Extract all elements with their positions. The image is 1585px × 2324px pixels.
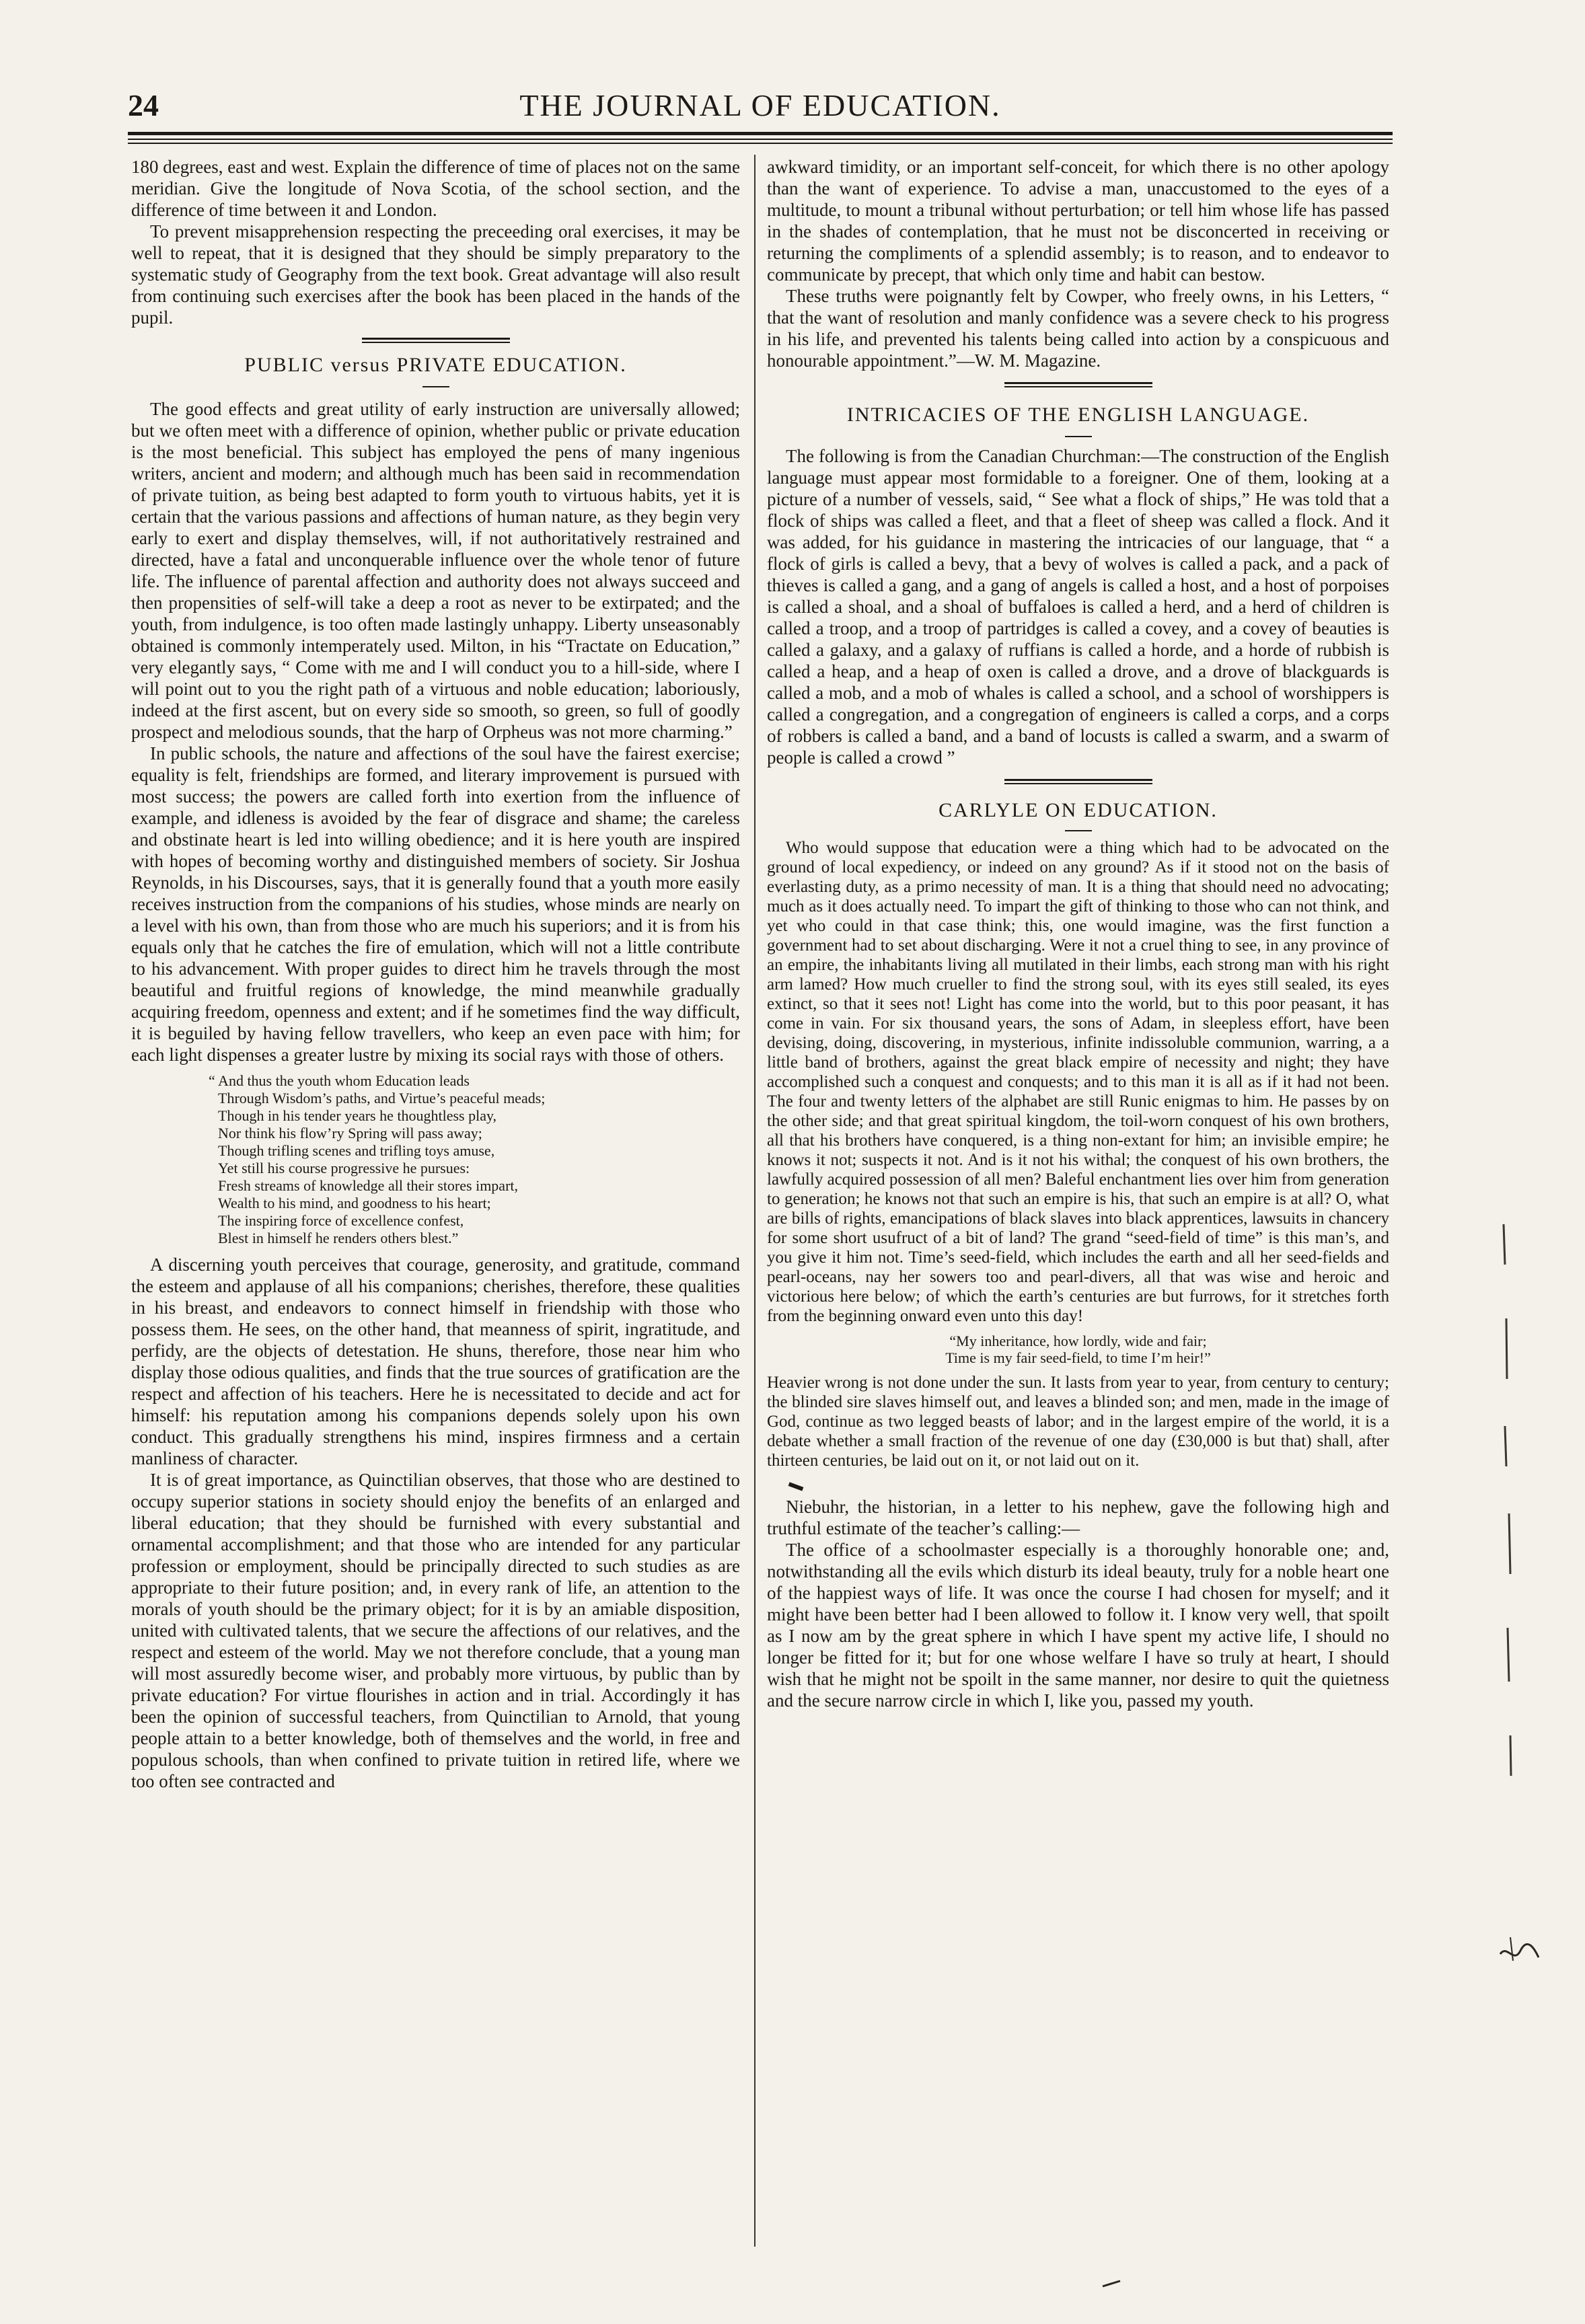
right-column [767,156,1389,1711]
header-rule-bottom [128,139,1393,140]
poem-line: The inspiring force of excellence confest, [218,1212,464,1229]
public-paragraph-3: A discerning youth perceives that courage, generosity, and gratitude, command the esteem and applause of all his companions; cherishes, therefore, these qualities in his breast, and endeavors to connect himself in friendship with those who possess them. He sees, on the other hand, that meanness of spirit, ingratitude, and perfidy, are the objects of detestation. He shuns, therefore, those near him who display those odious qualities, and finds that the true sources of gratification are the respect and affection of his teachers. Here he is necessitated to decide and act for himself: his reputation among his companions depends solely upon his own conduct. This gradually strengthens his mind, inspires firmness and a certain manliness of character. [131,1254,740,1468]
verse-line: “My inheritance, how lordly, wide and fair; [949,1333,1207,1349]
poem-line: Nor think his flow’ry Spring will pass away; [218,1125,482,1141]
poem-line: Yet still his course progressive he pursues: [218,1160,470,1176]
niebuhr-paragraph-1: Niebuhr, the historian, in a letter to his nephew, gave the following high and truthful estimate of the teacher’s calling:— [767,1497,1389,1538]
ink-speck-icon [1100,2277,1127,2290]
intricacies-paragraph: The following is from the Canadian Churchman:—The construction of the English language must appear most formidable to a foreigner. One of them, looking at a picture of a number of vessels, said, “ See what a flock of ships,” He was told that a flock of ships was called a fleet, and that a fleet of sheep was called a flock. And it was added, for his guidance in mastering the intricacies of our language, that “ a flock of girls is called a bevy, that a bevy of wolves is called a pack, and a pack of thieves is called a gang, and a gang of angels is called a host, and a host of porpoises is called a shoal, and a shoal of buffaloes is called a herd, and a herd of children is called a troop, and a troop of partridges is called a covey, and a covey of beauties is called a galaxy, and a galaxy of ruffians is called a horde, and a horde of rubbish is called a heap, and a heap of oxen is called a drove, and a drove of blackguards is called a mob, and a mob of whales is called a school, and a school of worshippers is called a congregation, and a congregation of engineers is called a corps, and a corps of robbers is called a band, and a band of locusts is called a swarm, and a swarm of people is called a crowd ” [767,446,1389,767]
section-divider [362,338,510,344]
public-paragraph-2: In public schools, the nature and affections of the soul have the fairest exercise; equality is felt, friendships are formed, and literary improvement is pursued with most success; the powers are called forth into exertion from the influence of example, and idleness is avoided by the fear of disgrace and shame; the careless and obstinate heart is led into willing obedience; and it is here youth are inspired with hopes of becoming worthy and distinguished members of society. Sir Joshua Reynolds, in his Discourses, says, that it is generally found that a youth more easily receives instruction from the companions of his studies, whose minds are nearly on a level with his own, than from those who are much his superiors; and it is from his equals only that he catches the fire of emulation, which will not a little contribute to his advancement. With proper guides to direct him he travels through the most beautiful and fruitful regions of knowledge, the mind meanwhile gradually acquiring freedom, openness and extent; and if he sometimes find the way difficult, it is beguiled by having fellow travellers, who keep an even pace with him; for each light dispenses a greater lustre by mixing its social rays with those of others. [131,743,740,1065]
verse-line: Time is my fair seed-field, to time I’m heir!” [945,1349,1211,1366]
poem-line: Blest in himself he renders others blest.” [218,1230,459,1246]
ink-squiggle-icon [1497,1931,1544,1971]
poem-line: Wealth to his mind, and goodness to his heart; [218,1195,491,1211]
section-title-carlyle: CARLYLE ON EDUCATION. [938,799,1218,821]
header-rule-third [128,143,1393,144]
public-paragraph-4: It is of great importance, as Quinctilian observes, that those who are destined to occupy superior stations in society should enjoy the benefits of an enlarged and liberal education; that they should be furnished with every substantial and ornamental accomplishment; and that those who are intended for any particular profession or employment, should be principally directed to such studies as are appropriate to their future position; and, in every rank of life, an attention to the morals of youth should be the primary object; for it is by an amiable disposition, united with cultivated talents, that we secure the affections of our relatives, and the respect and esteem of the world. May we not therefore conclude, that a young man will most assuredly become wiser, and probably more virtuous, by public than by private education? For virtue flourishes in action and in trial. Accordingly it has been the opinion of successful teachers, from Quinctilian to Arnold, that young people attain to a better knowledge, both of themselves and the world, in free and populous schools, than when confined to private tuition in retired life, where we too often see contracted and [131,1470,740,1791]
page-number: 24 [128,88,159,122]
page-header [128,87,1393,128]
poem-line: Fresh streams of knowledge all their stores impart, [218,1177,519,1194]
poem-line: Through Wisdom’s paths, and Virtue’s peaceful meads; [218,1090,546,1107]
column-divider [754,155,755,2247]
carlyle-paragraph-2: Heavier wrong is not done under the sun. It lasts from year to year, from century to century; the blinded sire slaves himself out, and leaves a blinded son; and men, made in the image of God, continue as two legged beasts of labor; and in the largest empire of the world, it is a debate whether a small fraction of the revenue of one day (£30,000 is but that) shall, after thirteen centuries, be laid out on it, or not laid out on it. [767,1374,1389,1470]
continued-paragraph-2: These truths were poignantly felt by Cowper, who freely owns, in his Letters, “ that the want of resolution and manly confidence was a severe check to his progress in his life, and prevented his talents being called into action by a conspicuous and honourable appointment.”—W. M. Magazine. [767,286,1389,371]
poem-block [131,1072,740,1247]
margin-marks-icon [1490,1224,1537,1897]
section-title-public-private: PUBLIC versus PRIVATE EDUCATION. [244,354,627,376]
poem-line: “ And thus the youth whom Education leads [209,1072,470,1089]
section-divider [1004,779,1152,786]
intro-paragraph-2: To prevent misapprehension respecting the preceeding oral exercises, it may be well to repeat, that it is designed that they should be simply preparatory to the systematic study of Geography from the text book. Great advantage will also result from continuing such exercises after the book has been placed in the hands of the pupil. [131,221,740,328]
section-title-intricacies: INTRICACIES OF THE ENGLISH LANGUAGE. [846,404,1310,426]
public-paragraph-1: The good effects and great utility of early instruction are universally allowed; but we often meet with a difference of opinion, whether public or private education is the most beneficial. This subject has employed the pens of many ingenious writers, ancient and modern; and although much has been said in recommendation of private tuition, as being best adapted to form youth to virtuous habits, yet it is certain that the various passions and affections of human nature, as they begin very early to exert and display themselves, will, if not authoritatively restrained and directed, have a fatal and unconquerable influence over the whole tenor of future life. The influence of parental affection and authority does not always succeed and then propensities of self-will take a deep a root as never to be extirpated; and the youth, from indulgence, is too often made lastingly unhappy. Liberty unseasonably obtained is commonly intemperately used. Milton, in his “Tractate on Education,” very elegantly says, “ Come with me and I will conduct you to a hill-side, where I will point out to you the right path of a virtuous and noble education; laboriously, indeed at the first ascent, but on every side so smooth, so green, so full of goodly prospect and melodious sounds, that the harp of Orpheus was not more charming.” [131,399,740,742]
carlyle-paragraph-1: Who would suppose that education were a thing which had to be advocated on the ground of local expediency, or indeed on any ground? As if it stood not on the basis of everlasting duty, as a primo necessity of man. It is a thing that should need no advocating; much as it does actually need. To impart the gift of thinking to those who can not think, and yet who could in that case think; this, one would imagine, was the first function a government had to set about discharging. Were it not a cruel thing to see, in any province of an empire, the inhabitants living all mutilated in their limbs, each strong man with his right arm lamed? How much crueller to find the strong soul, with its eyes still sealed, its eyes extinct, so that it sees not! Light has come into the world, but to this poor peasant, it has come in vain. For six thousand years, the sons of Adam, in sleepless effort, have been devising, doing, discovering, in mysterious, infinite indissoluble communion, warring, a a little band of brothers, against the great black empire of necessity and night; they have accomplished such a conquest and conquests; and to this man it is all as if it had not been. The four and twenty letters of the alphabet are still Runic enigmas to him. He passes by on the other side; and that great spiritual kingdom, the toil-worn conquest of his own brothers, all that his brothers have conquered, is a thing non-extant for him; an invisible empire; he knows it not; suspects it not. And is it not his withal; the conquest of his own brothers, the lawfully acquired possession of all men? Baleful enchantment lies over him from generation to generation; he knows not that such an empire is his, that such an empire is at all? O, what are bills of rights, emancipations of black slaves into black apprentices, lawsuits in chancery for some short usufruct of a bit of land? The grand “seed-field of time” is this man’s, and you give it him not. Time’s seed-field, which includes the earth and all her seed-fields and pearl-oceans, nay her sowers too and pearl-divers, all that was wise and heroic and victorious here below; of which the earth’s centuries are but furrows, for it stretches forth from the beginning onward even unto this day! [767,839,1389,1325]
carlyle-verse [767,1333,1389,1366]
separator-mark [767,1478,1389,1488]
header-rule-top [128,132,1393,135]
niebuhr-paragraph-2: The office of a schoolmaster especially is a thoroughly honorable one; and, notwithstanding all the evils which disturb its ideal beauty, truly for a noble heart one of the happiest ways of life. It was once the course I had chosen for myself; and it might have been better had I been allowed to follow it. I know very well, that spoilt as I now am by the great sphere in which I have spent my active life, I should no longer be fitted for it; but for one whose welfare I have so truly at heart, I should wish that he might not be spoilt in the same manner, nor desire to quit the quietness and the secure narrow circle in which I, like you, passed my youth. [767,1540,1389,1711]
intro-paragraph-1: 180 degrees, east and west. Explain the difference of time of places not on the same meridian. Give the longitude of Nova Scotia, of the school section, and the difference of time between it and London. [131,157,740,220]
running-title: THE JOURNAL OF EDUCATION. [519,88,1001,122]
left-column [131,156,740,1792]
poem-line: Though trifling scenes and trifling toys amuse, [218,1142,495,1159]
continued-paragraph-1: awkward timidity, or an important self-conceit, for which there is no other apology than the want of experience. To advise a man, unaccustomed to the eyes of a multitude, to mount a tribunal without perturbation; or tell him whose life has passed in the shades of contemplation, that he must not be disconcerted in receiving or returning the compliments of a splendid assembly; is to reason, and to endeavor to communicate by precept, that which only time and habit can bestow. [767,157,1389,285]
section-divider [1004,382,1152,389]
poem-line: Though in his tender years he thoughtless play, [218,1107,497,1124]
